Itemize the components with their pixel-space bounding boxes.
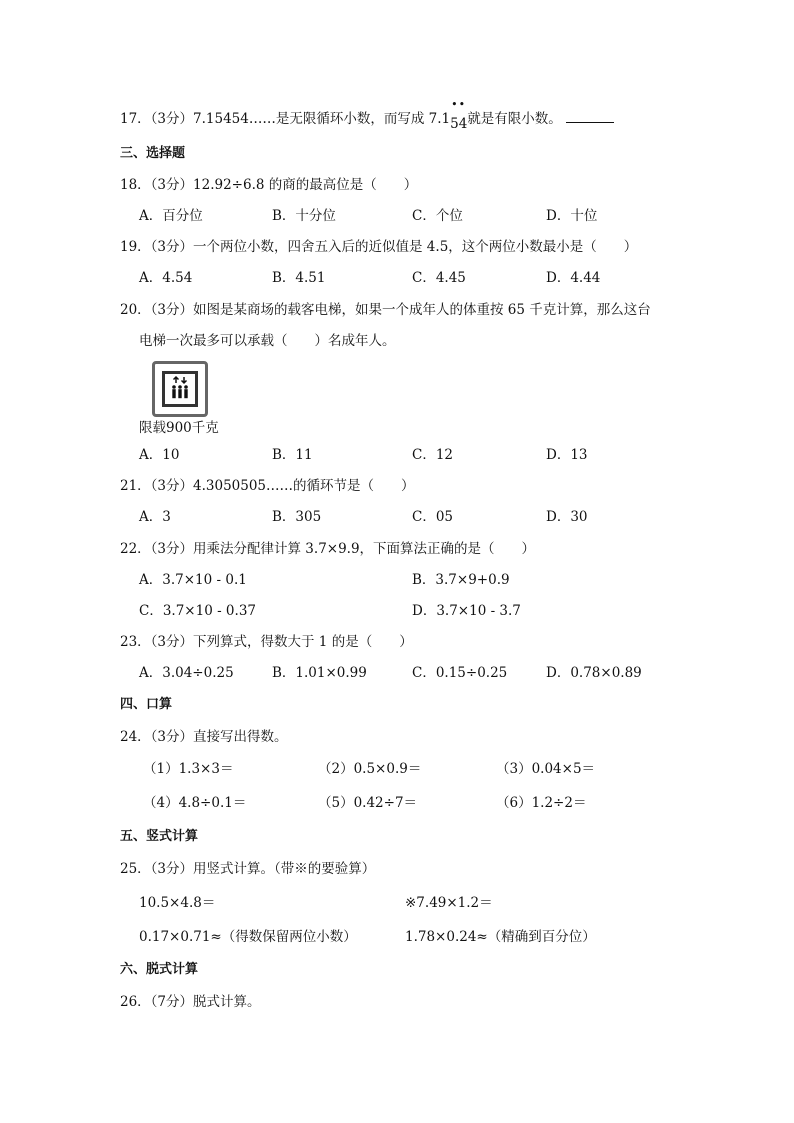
question-18: 18．（3分）12.92÷6.8 的商的最高位是（ ） [120,177,418,193]
question-23: 23．（3分）下列算式，得数大于 1 的是（ ） [120,634,413,650]
elevator-icon [162,371,198,407]
option-c[interactable]: C．个位 [412,208,463,224]
option-c[interactable]: C．12 [412,447,454,463]
option-a[interactable]: A．10 [139,447,180,463]
option-d[interactable]: D．4.44 [546,270,601,286]
section-title-step-calc: 六、脱式计算 [120,962,199,977]
calc-item-6: （6）1.2÷2＝ [496,795,587,811]
option-d[interactable]: D．十位 [546,208,598,224]
option-b[interactable]: B．1.01×0.99 [272,665,367,681]
question-26: 26．（7分）脱式计算。 [120,994,261,1010]
option-d[interactable]: D．0.78×0.89 [546,665,642,681]
repeat-dots: •• [451,98,467,111]
vertical-calc-item-4: 1.78×0.24≈（精确到百分位） [405,929,596,945]
question-24-row-1 [143,759,703,779]
calc-item-2: （2）0.5×0.9＝ [318,761,422,777]
elevator-people-icon [165,374,195,404]
vertical-calc-item-1: 10.5×4.8＝ [139,895,216,911]
elevator-sign-icon [152,361,208,417]
option-a[interactable]: A．3.04÷0.25 [139,665,234,681]
question-25-row-1 [139,893,699,913]
question-21-options [139,507,699,527]
question-22-options-row-1 [139,570,699,590]
option-a[interactable]: A．3.7×10 - 0.1 [139,572,247,588]
question-25-row-2 [139,927,699,947]
vertical-calc-item-2: ※7.49×1.2＝ [405,895,493,911]
calc-item-3: （3）0.04×5＝ [496,761,596,777]
question-18-options [139,206,699,226]
question-21: 21．（3分）4.3050505……的循环节是（ ） [120,478,415,494]
option-b[interactable]: B．305 [272,509,322,525]
calc-item-1: （1）1.3×3＝ [143,761,234,777]
question-24: 24．（3分）直接写出得数。 [120,729,288,745]
section-title-mental-math: 四、口算 [120,697,173,712]
option-a[interactable]: A．3 [139,509,171,525]
option-b[interactable]: B．十分位 [272,208,336,224]
option-c[interactable]: C．05 [412,509,454,525]
option-b[interactable]: B．11 [272,447,313,463]
question-24-row-2 [143,793,703,813]
option-b[interactable]: B．3.7×9+0.9 [412,572,510,588]
question-17-text-a: 7.15454……是无限循环小数，而写成 7.1 [193,111,451,127]
option-b[interactable]: B．4.51 [272,270,326,286]
option-a[interactable]: A．百分位 [139,208,203,224]
question-20-options [139,445,699,465]
question-17-number: 17．（3分） [120,111,194,127]
section-title-vertical-calc: 五、竖式计算 [120,829,199,844]
question-17 [120,98,614,132]
vertical-calc-item-3: 0.17×0.71≈（得数保留两位小数） [139,929,357,945]
repeat-digits: 54 [450,116,468,132]
option-d[interactable]: D．13 [546,447,588,463]
question-22-options-row-2 [139,601,699,621]
elevator-capacity-label: 限载900千克 [139,420,219,436]
option-d[interactable]: D．3.7×10 - 3.7 [412,603,521,619]
option-c[interactable]: C．0.15÷0.25 [412,665,508,681]
option-d[interactable]: D．30 [546,509,588,525]
answer-blank[interactable] [566,108,614,123]
question-25: 25．（3分）用竖式计算。（带※的要验算） [120,861,376,877]
question-23-options [139,663,699,683]
calc-item-5: （5）0.42÷7＝ [318,795,418,811]
question-17-text-b: 就是有限小数。 [467,111,562,127]
question-19-options [139,268,699,288]
repeating-decimal [450,98,468,132]
option-c[interactable]: C．4.45 [412,270,466,286]
section-title-choice: 三、选择题 [120,146,186,161]
question-20-line-1: 20．（3分）如图是某商场的载客电梯，如果一个成年人的体重按 65 千克计算，那么这台 [120,302,651,318]
calc-item-4: （4）4.8÷0.1＝ [143,795,247,811]
question-19: 19．（3分）一个两位小数，四舍五入后的近似值是 4.5，这个两位小数最小是（ ） [120,239,638,255]
question-20-line-2: 电梯一次最多可以承载（ ）名成年人。 [139,333,396,349]
option-c[interactable]: C．3.7×10 - 0.37 [139,603,256,619]
option-a[interactable]: A．4.54 [139,270,193,286]
question-22: 22．（3分）用乘法分配律计算 3.7×9.9，下面算法正确的是（ ） [120,541,536,557]
